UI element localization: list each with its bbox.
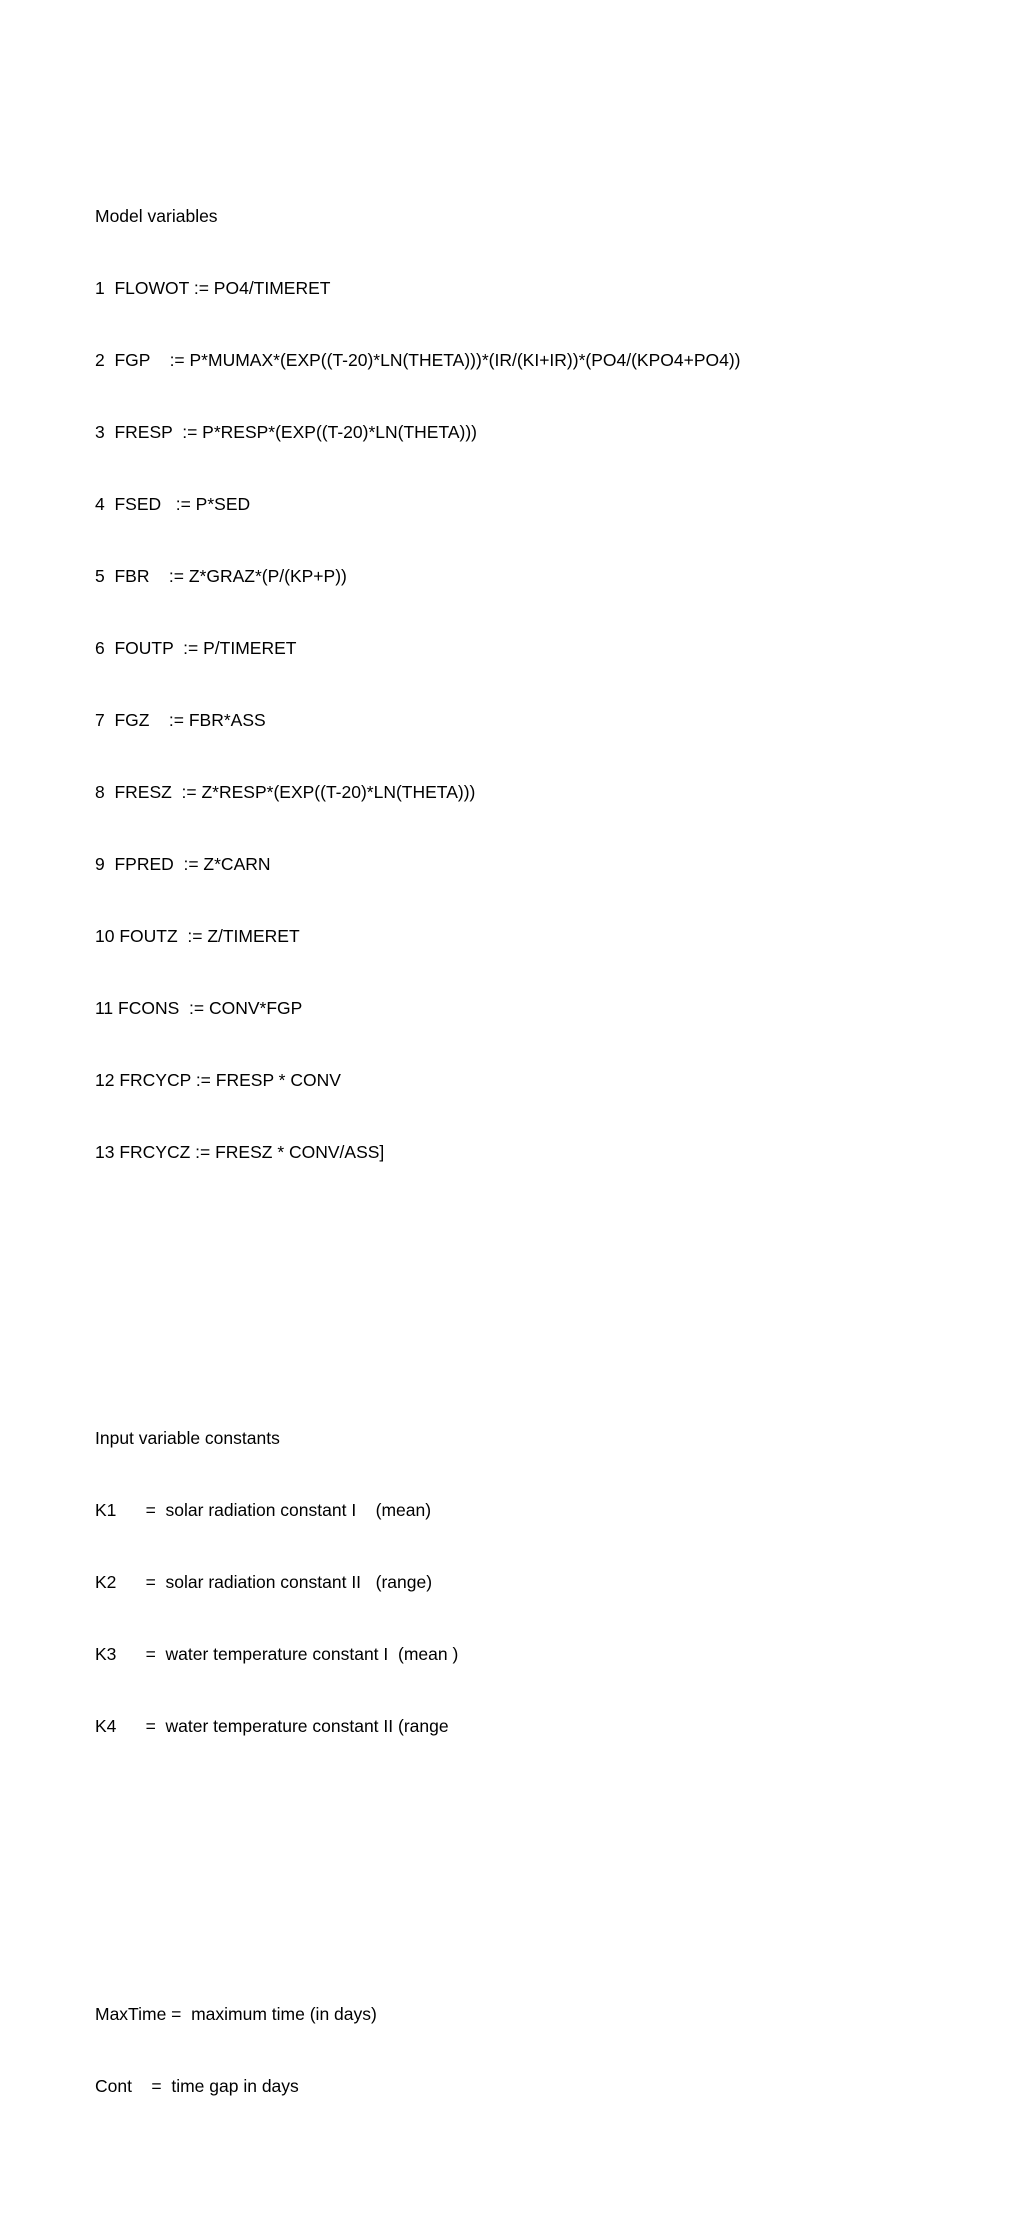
model-variable-line-8: 8 FRESZ := Z*RESP*(EXP((T-20)*LN(THETA))): [95, 782, 476, 802]
cont-line: Cont = time gap in days: [95, 2076, 299, 2096]
model-variable-line-12: 12 FRCYCP := FRESP * CONV: [95, 1070, 341, 1090]
maxtime-line: MaxTime = maximum time (in days): [95, 2004, 377, 2024]
model-variable-line-4: 4 FSED := P*SED: [95, 494, 251, 514]
input-constant-k1: K1 = solar radiation constant I (mean): [95, 1500, 432, 1520]
slide-content: [95, 84, 741, 2218]
time-settings-section: [95, 1954, 741, 2146]
section-spacer: [95, 1858, 741, 1882]
input-constant-k4: K4 = water temperature constant II (range: [95, 1716, 449, 1736]
input-constant-k2: K2 = solar radiation constant II (range): [95, 1572, 433, 1592]
model-variable-line-3: 3 FRESP := P*RESP*(EXP((T-20)*LN(THETA))): [95, 422, 478, 442]
input-constant-k3: K3 = water temperature constant I (mean ): [95, 1644, 459, 1664]
input-constants-heading: Input variable constants: [95, 1428, 280, 1448]
model-variables-section: [95, 156, 741, 1212]
model-variables-heading: Model variables: [95, 206, 218, 226]
model-variable-line-1: 1 FLOWOT := PO4/TIMERET: [95, 278, 331, 298]
model-variable-line-10: 10 FOUTZ := Z/TIMERET: [95, 926, 300, 946]
section-spacer: [95, 1284, 741, 1306]
model-variable-line-7: 7 FGZ := FBR*ASS: [95, 710, 266, 730]
model-variable-line-6: 6 FOUTP := P/TIMERET: [95, 638, 297, 658]
model-variable-line-9: 9 FPRED := Z*CARN: [95, 854, 271, 874]
model-variable-line-2: 2 FGP := P*MUMAX*(EXP((T-20)*LN(THETA)))*(IR/(KI+IR))*(PO4/(KPO4+PO4)): [95, 350, 741, 370]
model-variable-line-13: 13 FRCYCZ := FRESZ * CONV/ASS]: [95, 1142, 385, 1162]
model-variable-line-5: 5 FBR := Z*GRAZ*(P/(KP+P)): [95, 566, 347, 586]
model-variable-line-11: 11 FCONS := CONV*FGP: [95, 998, 303, 1018]
input-constants-section: [95, 1378, 741, 1786]
